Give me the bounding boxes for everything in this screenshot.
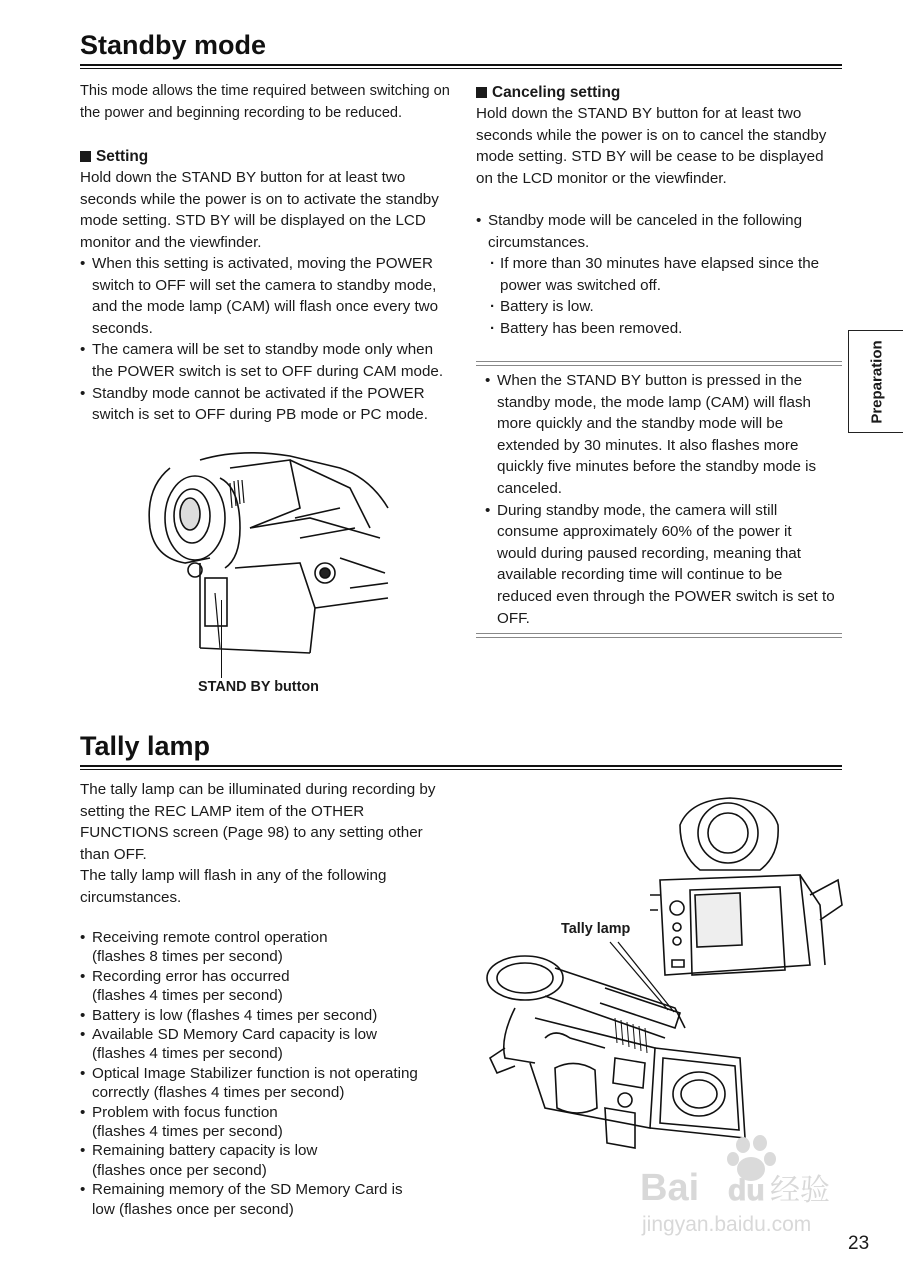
list-item: • Problem with focus function (flashes 4 times per second)	[80, 1103, 450, 1142]
list-item: • When this setting is activated, moving the POWER switch to OFF will set the camera to standby mode, and the mode lamp (CAM) will flash once every two seconds.	[80, 253, 450, 339]
standby-notes	[485, 370, 835, 629]
standby-camera-illustration	[140, 448, 390, 658]
camera-front-illustration	[485, 948, 755, 1163]
square-bullet-icon	[80, 151, 91, 162]
sub-list-item: · Battery has been removed.	[488, 318, 842, 340]
list-item: • Recording error has occurred (flashes 4 times per second)	[80, 967, 450, 1006]
title-rule	[80, 64, 842, 69]
list-item: • Standby mode cannot be activated if the POWER switch is set to OFF during PB mode or PC mode.	[80, 383, 450, 426]
standby-intro: This mode allows the time required between switching on the power and beginning recording to be reduced.	[80, 83, 450, 121]
list-item: • Optical Image Stabilizer function is not operating correctly (flashes 4 times per second)	[80, 1064, 450, 1103]
list-item: • Battery is low (flashes 4 times per second)	[80, 1006, 450, 1025]
tally-list	[80, 928, 450, 1219]
list-item: • Receiving remote control operation (flashes 8 times per second)	[80, 928, 450, 967]
title-rule	[80, 765, 842, 770]
tally-intro: The tally lamp can be illuminated during recording by setting the REC LAMP item of the OTHER FUNCTIONS screen (Page 98) to any setting other than OFF.	[80, 781, 436, 863]
tally-title: Tally lamp	[80, 731, 211, 761]
list-item: • Available SD Memory Card capacity is low (flashes 4 times per second)	[80, 1025, 450, 1064]
note-item: • During standby mode, the camera will still consume approximately 60% of the power it would during paused recording, meaning that available recording time will continue to be reduced even through the POWER switch is set to OFF.	[485, 500, 835, 630]
list-item: • Standby mode will be canceled in the following circumstances. · If more than 30 minutes have elapsed since the power was switched off. · Battery is low. · Battery has been removed.	[476, 210, 842, 340]
note-rule-top	[476, 361, 842, 366]
square-bullet-icon	[476, 87, 487, 98]
section-tab-label: Preparation	[868, 339, 885, 424]
setting-heading: Setting	[80, 146, 148, 168]
baidu-watermark	[640, 1135, 845, 1240]
sub-list-item: · If more than 30 minutes have elapsed since the power was switched off.	[488, 253, 842, 296]
page-number: 23	[848, 1233, 870, 1254]
list-item: • Remaining memory of the SD Memory Card is low (flashes once per second)	[80, 1180, 450, 1219]
watermark-brand: Bai	[640, 1167, 700, 1209]
tally-lamp-caption: Tally lamp	[561, 921, 631, 937]
tally-intro-2: The tally lamp will flash in any of the following circumstances.	[80, 867, 387, 906]
canceling-heading: Canceling setting	[476, 82, 620, 104]
standby-title: Standby mode	[80, 30, 267, 60]
stand-by-caption: STAND BY button	[198, 679, 319, 695]
list-item: • The camera will be set to standby mode only when the POWER switch is set to OFF during CAM mode.	[80, 339, 450, 382]
watermark-brand-2: du	[728, 1174, 765, 1207]
list-item: • Remaining battery capacity is low (flashes once per second)	[80, 1141, 450, 1180]
setting-body: Hold down the STAND BY button for at least two seconds while the power is on to activate the standby mode setting. STD BY will be displayed on the LCD monitor and the viewfinder.	[80, 169, 439, 251]
setting-bullets	[80, 253, 450, 426]
section-tab	[848, 330, 903, 433]
callout-line	[221, 600, 222, 678]
note-rule-bottom	[476, 633, 842, 638]
note-item: • When the STAND BY button is pressed in the standby mode, the mode lamp (CAM) will flash more quickly and the standby mode will be extended by 30 minutes. It also flashes more quickly five minutes before the standby mode is canceled.	[485, 370, 835, 500]
sub-list-item: · Battery is low.	[488, 296, 842, 318]
canceling-bullets	[476, 210, 842, 340]
watermark-url: jingyan.baidu.com	[642, 1213, 812, 1236]
watermark-cn: 经验	[770, 1174, 830, 1207]
canceling-body: Hold down the STAND BY button for at least two seconds while the power is on to cancel the standby mode setting. STD BY will be cease to be displayed on the LCD monitor or the viewfinder.	[476, 105, 827, 187]
